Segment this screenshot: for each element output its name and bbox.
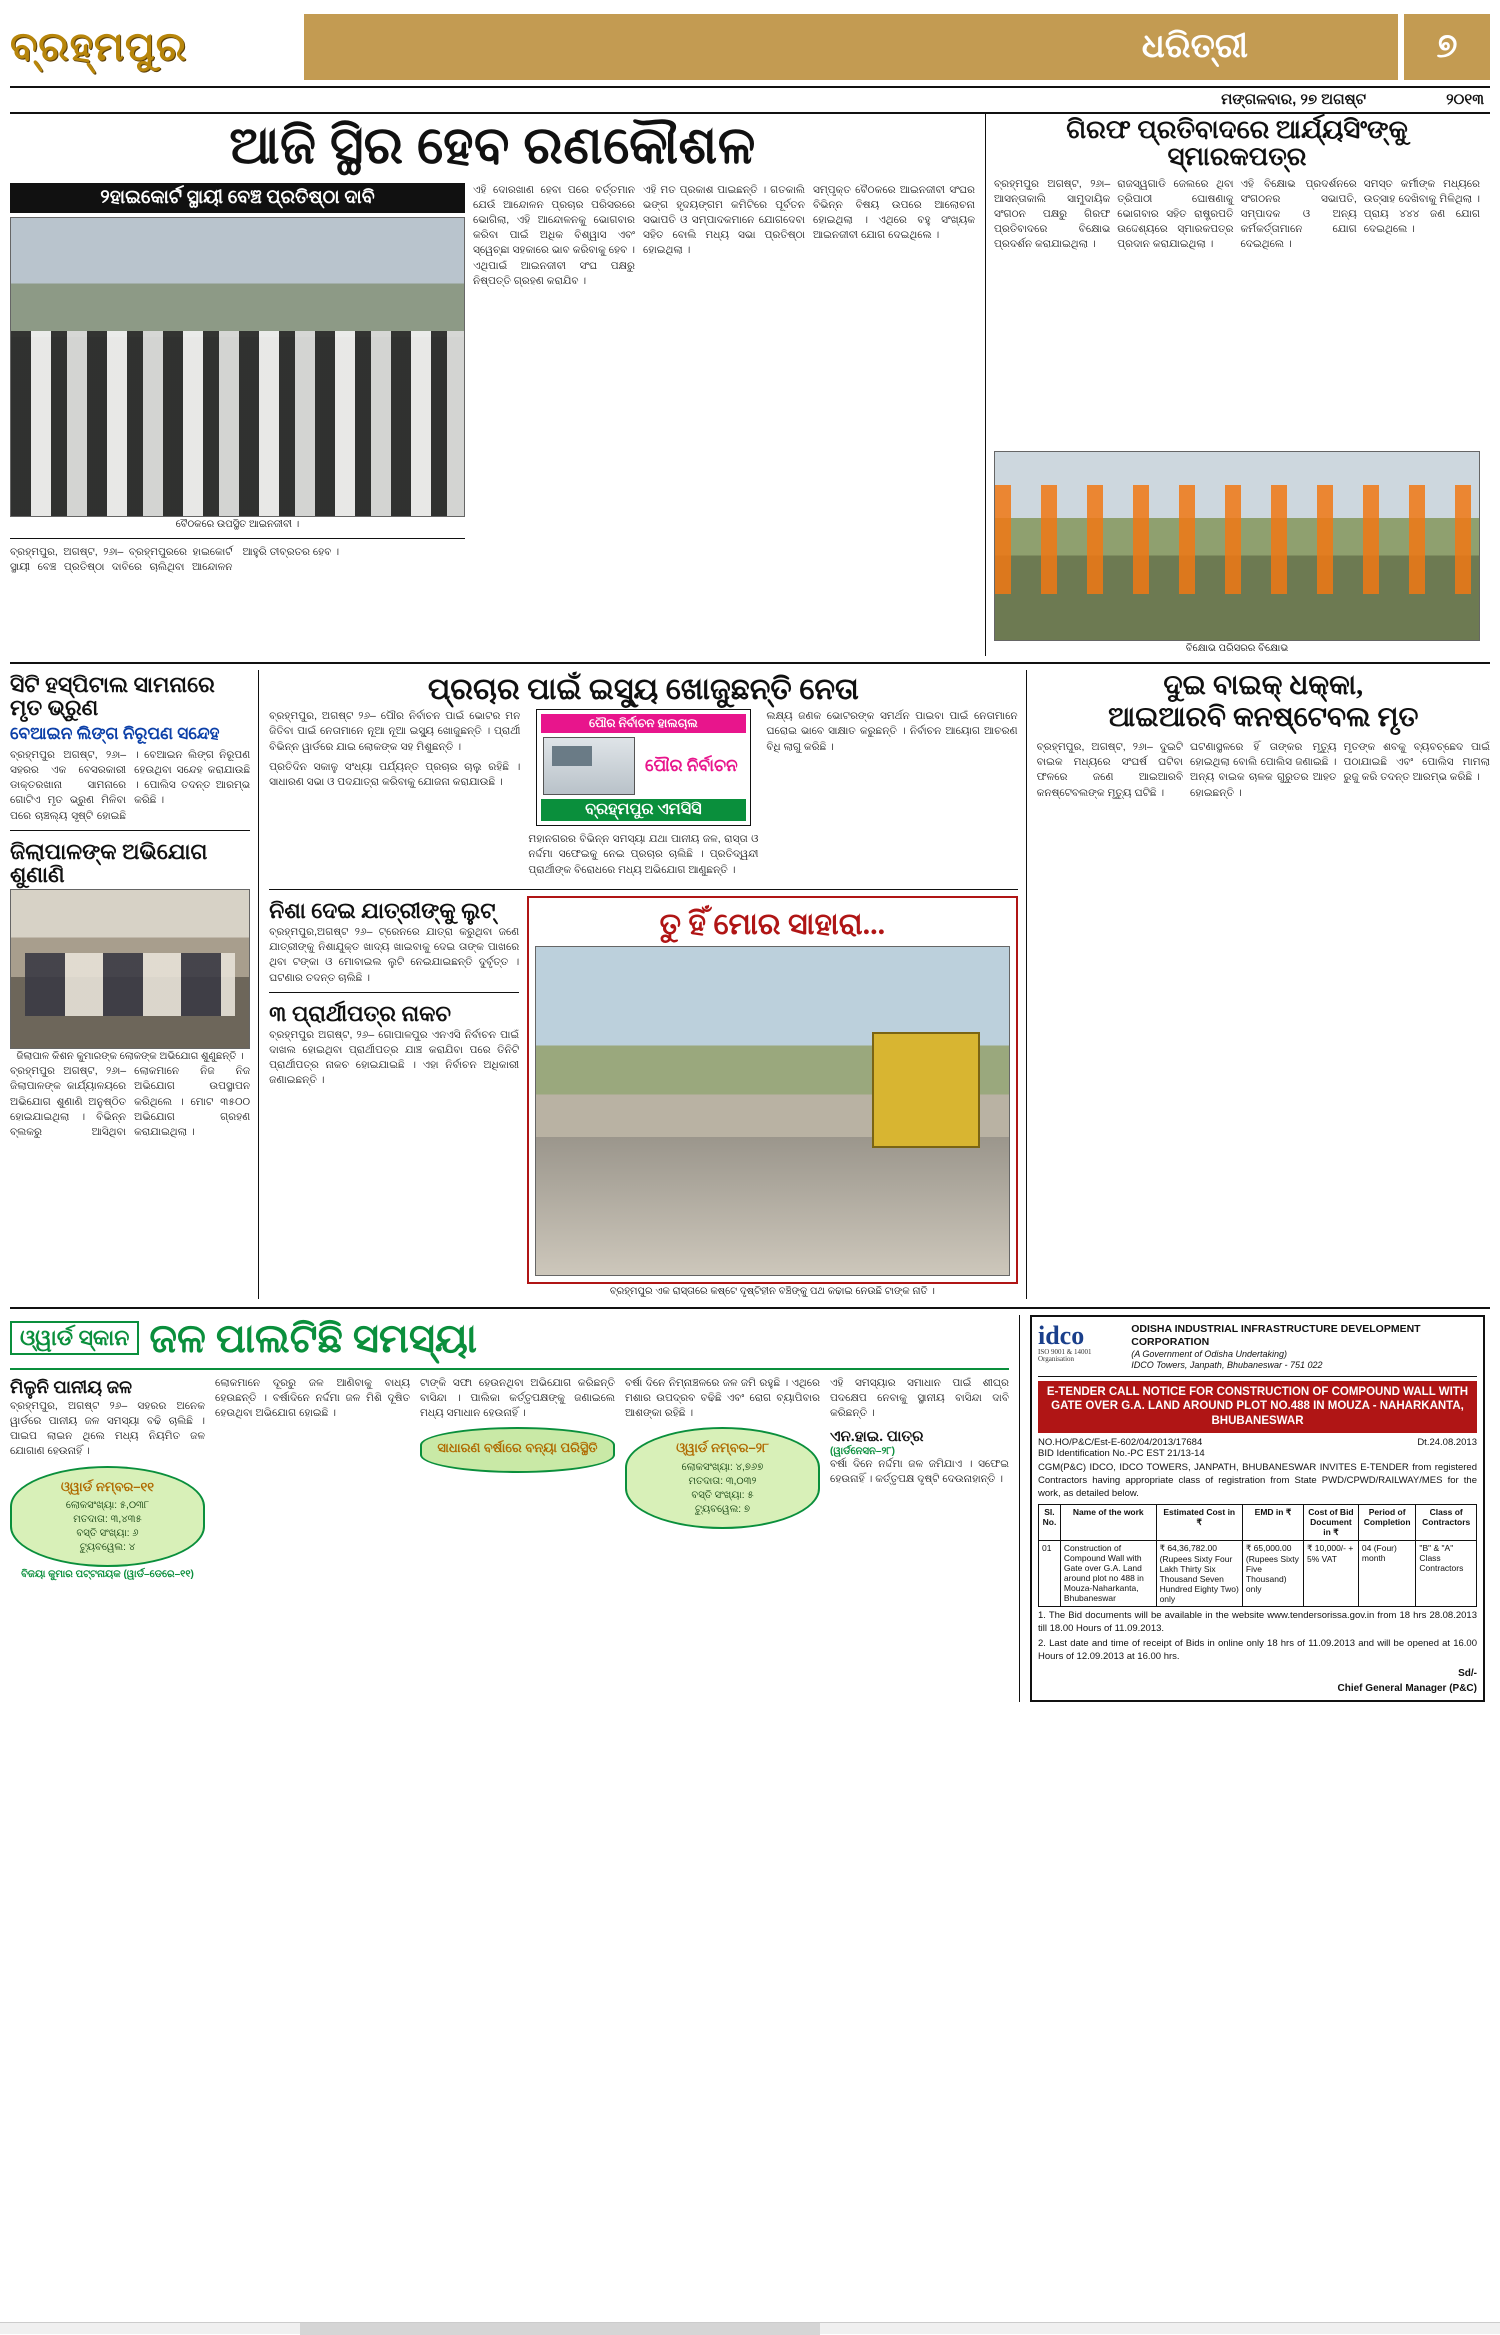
ward-cloud-28-line-2: ବସ୍ତି ସଂଖ୍ୟା: ୫ (691, 1489, 754, 1501)
lead-col-3 (813, 183, 975, 575)
ward-cloud-11-line-3: ଟ୍ୟୁବୱେଲ: ୪ (79, 1541, 136, 1553)
nomination-body (269, 1028, 519, 1089)
right-top-photo-caption: ବିକ୍ଷୋଭ ପରିସରର ବିକ୍ଷୋଭ (1185, 642, 1289, 654)
robbery-body (269, 925, 519, 986)
ward-cloud-11-title: ଓ୍ୱାର୍ଡ ନମ୍ବର–୧୧ (60, 1478, 155, 1494)
ward-col-3 (625, 1376, 820, 1582)
ward-subhead: ମିଳୁନି ପାନୀୟ ଜଳ (10, 1376, 133, 1397)
bike-col-2 (1344, 740, 1490, 806)
ward-paragraph-3: ବର୍ଷା ଦିନେ ନିମ୍ନାଞ୍ଚଳରେ ଜଳ ଜମି ରହୁଛି । ଏଥିରେ ମଶାର ଉପଦ୍ରବ ବଢିଛି ଏବଂ ରୋଗ ବ୍ୟାପିବାର ଆଶଙ୍କା ରହିଛି । (625, 1376, 820, 1420)
masthead-logo (10, 8, 300, 86)
ward-col-1 (215, 1376, 410, 1582)
th-name: Name of the work (1060, 1504, 1156, 1540)
election-col-2 (766, 709, 1017, 883)
ward-scan-feature (10, 1315, 1020, 1702)
advert-note-2: 2. Last date and time of receipt of Bids in online only 18 hrs of 11.09.2013 and will be opened at 16.00 Hours of 12.09.2013 at 16.00 hrs. (1038, 1638, 1477, 1663)
masthead-page-number: ୭ (1404, 14, 1490, 80)
right-top-col-1 (1117, 177, 1233, 447)
lead-photo (10, 217, 465, 517)
tender-side-body: ବର୍ଷା ଦିନେ ନର୍ଦ୍ଦମା ଜଳ ଜମିଯାଏ । ସଫେଇ ହେଉନାହିଁ । କର୍ତ୍ତୃପକ୍ଷ ଦୃଷ୍ଟି ଦେଉନାହାନ୍ତି । (830, 1458, 1009, 1486)
masthead (10, 8, 1490, 88)
advert-bid-id: BID Identification No.-PC EST 21/13-14 (1038, 1448, 1205, 1460)
bike-accident-headline-line2: ଆଇଆରବି କନଷ୍ଟେବଲ ମୃତ (1108, 701, 1419, 733)
ward-scan-header (10, 1315, 1009, 1362)
feature-photo-block (527, 896, 1017, 1299)
idco-logo (1038, 1320, 1123, 1363)
ward-cloud-28-title: ଓ୍ୱାର୍ଡ ନମ୍ବର–୨୮ (676, 1440, 769, 1456)
feature-title: ତୁ ହିଁ ମୋର ସାହାରା... (659, 907, 886, 941)
th-class: Class of Contractors (1416, 1504, 1477, 1540)
ward-paragraph-4: ଏହି ସମସ୍ୟାର ସମାଧାନ ପାଇଁ ଶୀଘ୍ର ପଦକ୍ଷେପ ନେବାକୁ ସ୍ଥାନୀୟ ବାସିନ୍ଦା ଦାବି କରିଛନ୍ତି । (830, 1376, 1009, 1420)
ward-cloud-11-line-2: ବସ୍ତି ସଂଖ୍ୟା: ୬ (76, 1527, 139, 1539)
ward-col-2 (420, 1376, 615, 1582)
masthead-band (304, 14, 1398, 80)
tender-advertisement (1030, 1315, 1485, 1702)
ward-cloud-flood-text: ସାଧାରଣ ବର୍ଷାରେ ବନ୍ୟା ପରିସ୍ଥିତି (437, 1440, 598, 1456)
city-hospital-subhead: ବେଆଇନ ଲିଙ୍ଗ ନିରୂପଣ ସନ୍ଦେହ (10, 723, 220, 743)
ward-cloud-28-line-3: ଟ୍ୟୁବୱେଲ: ୭ (695, 1503, 750, 1515)
city-hospital-paragraph: ବ୍ରହ୍ମପୁର ଅଗଷ୍ଟ, ୨୬ା– ସହରର ଏକ ବେସରକାରୀ ଡାକ୍ତରଖାନା ସାମନାରେ ଗୋଟିଏ ମୃତ ଭ୍ରୁଣ ମିଳିବା ପରେ ଚାଞ୍ଚଲ୍ୟ ସୃଷ୍ଟି ହୋଇଛି । ବେଆଇନ ଲିଙ୍ଗ ନିରୂପଣ ହେଉଥିବା ସନ୍ଦେହ କରାଯାଉଛି । ପୋଲିସ ତଦନ୍ତ ଆରମ୍ଭ କରିଛି । (10, 748, 251, 822)
right-top-story (985, 114, 1480, 656)
right-top-paragraph-3: ସମସ୍ତ କର୍ମୀଙ୍କ ମଧ୍ୟରେ ଉତ୍ସାହ ଦେଖିବାକୁ ମିଳିଥିଲା । ପ୍ରାୟ ୪୪୪ ଜଣ ଯୋଗ ଦେଇଥିଲେ । (1363, 177, 1480, 236)
bike-col-1 (1190, 740, 1336, 806)
robbery-headline: ନିଶା ଦେଇ ଯାତ୍ରୀଙ୍କୁ ଲୁଟ୍ (269, 897, 496, 923)
election-issue-headline: ପ୍ରଚାର ପାଇଁ ଇସ୍ୟୁ ଖୋଜୁଛନ୍ତି ନେତା (427, 672, 859, 706)
ward-paragraph-2: ଟାଙ୍କି ସଫା ହେଉନଥିବା ଅଭିଯୋଗ କରିଛନ୍ତି ବାସିନ୍ଦା । ପାଲିକା କର୍ତ୍ତୃପକ୍ଷଙ୍କୁ ଜଣାଇଲେ ମଧ୍ୟ ସମାଧାନ ହେଉନାହିଁ । (420, 1376, 615, 1420)
ward-cloud-11-line-1: ମତଦାତା: ୩,୪୩୫ (73, 1513, 142, 1525)
advert-band-title: E-TENDER CALL NOTICE FOR CONSTRUCTION OF COMPOUND WALL WITH GATE OVER G.A. LAND AROUND PLOT NO.488 IN MOUZA - NAHARKANTA, BHUBANESWAR (1038, 1381, 1477, 1434)
mid-section (10, 670, 1490, 1299)
bike-accident-headline (1037, 670, 1490, 734)
ward-col-4 (830, 1376, 1009, 1582)
tender-side-title: ଏନ.ହାଇ. ପାତ୍ର (830, 1429, 924, 1446)
td-class: "B" & "A" Class Contractors (1416, 1540, 1477, 1606)
collector-hearing-headline: ଜିଲାପାଳଙ୍କ ଅଭିଯୋଗ ଶୁଣାଣି (10, 838, 208, 887)
advert-org-sub: (A Government of Odisha Undertaking) (1131, 1349, 1287, 1359)
idco-logo-text: idco (1038, 1320, 1085, 1350)
masthead-section: ଧରିତ୍ରୀ (1141, 28, 1248, 65)
bottom-section (10, 1307, 1490, 1702)
scrollbar[interactable] (0, 2322, 1500, 2334)
masthead-title: ବ୍ରହ୍ମପୁର (10, 24, 188, 69)
election-col-0 (269, 709, 520, 883)
ward-paragraph-0: ବ୍ରହ୍ମପୁର, ଅଗଷ୍ଟ ୨୬– ସହରର ଅନେକ ୱାର୍ଡରେ ପାନୀୟ ଜଳ ସମସ୍ୟା ବଢି ଚାଲିଛି । ପାଇପ ଲାଇନ ଥିଲେ ମଧ୍ୟ ନିୟମିତ ଜଳ ଯୋଗାଣ ହେଉନାହିଁ । (10, 1399, 205, 1458)
right-top-paragraph-2: ଏହି ବିକ୍ଷୋଭ ପ୍ରଦର୍ଶନରେ ସଂଗଠନର ସଭାପତି, ସମ୍ପାଦକ ଓ ଅନ୍ୟ କର୍ମକର୍ତ୍ତାମାନେ ଯୋଗ ଦେଇଥିଲେ । (1240, 177, 1357, 251)
ward-cloud-flood (420, 1427, 615, 1472)
tender-side-sub: (ୱାର୍ଡନେସନ–୨୮) (830, 1446, 895, 1458)
th-cost: Estimated Cost in ₹ (1156, 1504, 1242, 1540)
election-paragraph-1: ପ୍ରତିଦିନ ସକାଳୁ ସଂଧ୍ୟା ପର୍ଯ୍ୟନ୍ତ ପ୍ରଚାର ଚାଲୁ ରହିଛି । ସାଧାରଣ ସଭା ଓ ପଦଯାତ୍ରା କରିବାକୁ ଯୋଜନା କରାଯାଉଛି । (269, 760, 521, 788)
right-top-col-2 (1241, 177, 1357, 447)
bike-paragraph-0: ବ୍ରହ୍ମପୁର, ଅଗଷ୍ଟ, ୨୬ା– ଦୁଇଟି ବାଇକ ମଧ୍ୟରେ ସଂଘର୍ଷ ଘଟିବା ଫଳରେ ଜଣେ ଆଇଆରବି କନଷ୍ଟେବଲଙ୍କ ମୃତ୍ୟୁ ଘଟିଛି । (1036, 740, 1184, 799)
td-sl: 01 (1039, 1540, 1061, 1606)
th-sl: Sl. No. (1039, 1504, 1061, 1540)
scrollbar-thumb[interactable] (300, 2323, 820, 2335)
nomination-paragraph: ବ୍ରହ୍ମପୁର ଅଗଷ୍ଟ, ୨୬– ଗୋପାଳପୁର ଏନଏସି ନିର୍ବାଚନ ପାଇଁ ଦାଖଲ ହୋଇଥିବା ପ୍ରାର୍ଥୀପତ୍ର ଯାଞ୍ଚ କରାଯିବା ପରେ ତିନିଟି ପ୍ରାର୍ଥୀପତ୍ର ନାକଚ ହୋଇଯାଇଛି । ଏହା ନିର୍ବାଚନ ଅଧିକାରୀ ଜଣାଇଛନ୍ତି । (269, 1028, 520, 1087)
lead-sub-headline: ୨ହାଇକୋର୍ଟ ସ୍ଥାୟୀ ବେଞ୍ଚ ପ୍ରତିଷ୍ଠା ଦାବି (10, 183, 465, 213)
bike-paragraph-1: ଘଟଣାସ୍ଥଳରେ ହିଁ ତାଙ୍କର ମୃତ୍ୟୁ ହୋଇଥିଲା ବୋଲି ପୋଲିସ ଜଣାଇଛି । ଅନ୍ୟ ବାଇକ ଚାଳକ ଗୁରୁତର ଆହତ ହୋଇଛନ୍ତି । (1190, 740, 1337, 799)
lead-text-columns (473, 183, 975, 575)
lead-photo-column (10, 183, 465, 575)
advert-org-address: IDCO Towers, Janpath, Bhubaneswar - 751 022 (1131, 1360, 1323, 1371)
ward-cloud-28-line-1: ମତଦାତା: ୩,୦୩୨ (688, 1475, 757, 1487)
lead-paragraph-0: ବ୍ରହ୍ମପୁର, ଅଗଷ୍ଟ, ୨୬ା– ବ୍ରହ୍ମପୁରରେ ହାଇକୋର୍ଟ ସ୍ଥାୟୀ ବେଞ୍ଚ ପ୍ରତିଷ୍ଠା ଦାବିରେ ଚାଲିଥିବା ଆନ୍ଦୋଳନ ଆହୁରି ତୀବ୍ରତର ହେବ । (10, 545, 340, 573)
ward-cloud-11 (10, 1466, 205, 1567)
idco-logo-sub: ISO 9001 & 14001 Organisation (1038, 1347, 1092, 1363)
lead-paragraph-1: ଏହି ଦୋରଖାଣ ହେବା ପରେ ବର୍ତ୍ତମାନ ଯେଉଁ ଆନ୍ଦୋଳନ ପ୍ରଚାର ପରିସରରେ ଭୋଗିଲା, ଏହି ଆନ୍ଦୋଳନକୁ ଭୋଗବାର କରିବା ପାଇଁ ଅଧିକ ବିଶ୍ୱାସ ଏବଂ ସ୍ୱେଚ୍ଛା ସହକାରେ ଭାବ କରିବାକୁ ହେବ । ଏଥିପାଇଁ ଆଇନଜୀବୀ ସଂଘ ପକ୍ଷରୁ ନିଷ୍ପତ୍ତି ଗ୍ରହଣ କରାଯିବ । (473, 183, 635, 287)
city-hospital-body (10, 748, 250, 824)
th-doc-cost: Cost of Bid Document in ₹ (1304, 1504, 1359, 1540)
bike-accident-headline-line1: ଦୁଇ ବାଇକ୍ ଧକ୍କା, (1163, 669, 1364, 701)
mid-right-column (1037, 670, 1490, 1299)
collector-hearing-photo (10, 889, 250, 1049)
collector-hearing-caption: ଜିଲାପାଳ କିଶନ କୁମାରଙ୍କ ଲୋକଙ୍କ ଅଭିଯୋଗ ଶୁଣୁଛନ୍ତି । (16, 1051, 244, 1063)
right-top-headline: ଗିରଫ ପ୍ରତିବାଦରେ ଆର୍ଯ୍ୟସିଂଙ୍କୁ ସ୍ମାରକପତ୍ର (1066, 115, 1408, 172)
city-hospital-headline: ସିଟି ହସ୍ପିଟାଲ ସାମନାରେ ମୃତ ଭ୍ରୁଣ (10, 671, 215, 720)
election-paragraph-3: ଲକ୍ଷ୍ୟ ଜଣକ ଭୋଟରଙ୍କ ସମର୍ଥନ ପାଇବା ପାଇଁ ନେତାମାନେ ଘରୋଇ ଭାବେ ସାକ୍ଷାତ କରୁଛନ୍ତି । ନିର୍ବାଚନ ଆୟୋଗ ଆଚରଣ ବିଧି ଲାଗୁ କରିଛି । (766, 710, 1018, 753)
robbery-story (269, 896, 519, 1299)
bike-col-0 (1037, 740, 1183, 806)
td-cost: ₹ 64,36,782.00 (Rupees Sixty Four Lakh Thirty Six Thousand Seven Hundred Eighty Two) only (1156, 1540, 1242, 1606)
lead-headline: ଆଜି ସ୍ଥିର ହେବ ରଣକୌଶଳ (229, 118, 756, 175)
lead-photo-caption: ବୈଠକରେ ଉପସ୍ଥିତ ଆଇନଜୀବୀ । (175, 518, 300, 530)
right-top-paragraph-0: ବ୍ରହ୍ମପୁର ଅଗଷ୍ଟ, ୨୬ା– ଆସନ୍ତାକାଲି ସାମୁଦାୟିକ ସଂଗଠନ ପକ୍ଷରୁ ଗିରଫ ପ୍ରତିବାଦରେ ବିକ୍ଷୋଭ ପ୍ରଦର୍ଶନ କରାଯାଇଥିଲା । (994, 177, 1111, 251)
table-row (1039, 1540, 1477, 1606)
right-top-paragraph-1: ରାଜସ୍ୱଗାଡି ଜେଲରେ ଥିବା ତ୍ରିପାଠୀ ଘୋଷଣାକୁ ଭୋଗବାର ସହିତ ରାଷ୍ଟ୍ରପତି ଉଦ୍ଦେଶ୍ୟରେ ସ୍ମାରକପତ୍ର ପ୍ରଦାନ କରାଯାଇଥିଲା । (1117, 177, 1234, 251)
advert-table (1038, 1504, 1477, 1607)
evm-center-label: ପୌର ନିର୍ବାଚନ (644, 755, 738, 775)
ward-cloud-caption: ବିଜୟା କୁମାର ପଟ୍ଟନାୟକ (ୱାର୍ଡ–ଡେରେ–୧୧) (21, 1568, 194, 1580)
nomination-headline: ୩ ପ୍ରାର୍ଥୀପତ୍ର ନାକଚ (269, 1000, 452, 1026)
robbery-paragraph: ବ୍ରହ୍ମପୁର,ଅଗଷ୍ଟ ୨୬– ଟ୍ରେନରେ ଯାତ୍ରା କରୁଥିବା ଜଣେ ଯାତ୍ରୀଙ୍କୁ ନିଶାଯୁକ୍ତ ଖାଦ୍ୟ ଖାଇବାକୁ ଦେଇ ତାଙ୍କ ପାଖରେ ଥିବା ଟଙ୍କା ଓ ମୋବାଇଲ ଲୁଟି ନେଇଯାଇଛନ୍ତି ଦୁର୍ବୃତ୍ତ । ଘଟଣାର ତଦନ୍ତ ଚାଲିଛି । (269, 925, 520, 984)
ward-scan-title: ଜଳ ପାଲଟିଛି ସମସ୍ୟା (149, 1315, 478, 1361)
td-doc-cost: ₹ 10,000/- + 5% VAT (1304, 1540, 1359, 1606)
lead-col-2 (643, 183, 805, 575)
election-paragraph-0: ବ୍ରହ୍ମପୁର, ଅଗଷ୍ଟ ୨୬– ପୌର ନିର୍ବାଚନ ପାଇଁ ଭୋଟର ମନ ଜିତିବା ପାଇଁ ନେତାମାନେ ନୂଆ ନୂଆ ଇସ୍ୟୁ ଖୋଜୁଛନ୍ତି । ପ୍ରାର୍ଥୀ ବିଭିନ୍ନ ୱାର୍ଡରେ ଯାଇ ଲୋକଙ୍କ ସହ ମିଶୁଛନ୍ତି । (269, 710, 521, 753)
th-emd: EMD in ₹ (1242, 1504, 1303, 1540)
lead-left (10, 114, 975, 656)
lead-photo-caption-text (10, 545, 465, 575)
ward-col-0 (10, 1376, 205, 1582)
ward-scan-badge: ଓ୍ୱାର୍ଡ ସ୍କାନ (10, 1321, 139, 1355)
table-header-row (1039, 1504, 1477, 1540)
right-top-col-0 (994, 177, 1110, 447)
right-top-photo (994, 451, 1480, 641)
ward-cloud-28 (625, 1427, 820, 1528)
lead-paragraph-3: ସମ୍ପୃକ୍ତ ବୈଠକରେ ଆଇନଜୀବୀ ସଂଘର ବିଭିନ୍ନ ବିଷୟ ଉପରେ ଆଲୋଚନା ହୋଇଥିଲା । ଏଥିରେ ବହୁ ସଂଖ୍ୟକ ଆଇନଜୀବୀ ଯୋଗ ଦେଇଥିଲେ । (813, 183, 975, 242)
td-period: 04 (Four) month (1358, 1540, 1416, 1606)
evm-top-label: ପୌର ନିର୍ବାଚନ ହାଲଚାଲ (541, 714, 746, 733)
lead-section (10, 114, 1490, 656)
advert-ref-date: Dt.24.08.2013 (1417, 1437, 1477, 1449)
td-emd: ₹ 65,000.00 (Rupees Sixty Five Thousand) only (1242, 1540, 1303, 1606)
election-col-mid (528, 832, 758, 878)
masthead-year: ୨୦୧୩ (1446, 91, 1484, 108)
lead-paragraph-2: ଏହି ମତ ପ୍ରକାଶ ପାଇଛନ୍ତି । ଗତକାଲି ଭଙ୍ଗ ହୃଦୟଙ୍ଗମ କମିଟିରେ ପୂର୍ବତନ ସଭାପତି ଓ ସମ୍ପାଦକମାନେ ଯୋଗଦେବା ସହିତ ବୋଲି ମଧ୍ୟ ସଭା ପ୍ରତିଷ୍ଠା ହୋଇଥିଲା । (643, 183, 805, 257)
advert-sign-1: Sd/- (1458, 1668, 1477, 1679)
advert-intro: CGM(P&C) IDCO, IDCO TOWERS, JANPATH, BHUBANESWAR INVITES E-TENDER from registered Contractors having appropriate class of registration from State PWD/CPWD/RAILWAY/MES for the work, as detailed below. (1038, 1462, 1477, 1499)
evm-bottom-label: ବ୍ରହ୍ମପୁର ଏମସିସି (541, 799, 746, 821)
feature-caption: ବ୍ରହ୍ମପୁର ଏକ ରାସ୍ତାରେ କଷ୍ଟେ ଦୃଷ୍ଟିହୀନ ବଞ୍ଚିଙ୍କୁ ପଥ କଢାଇ ନେଉଛି ଟାଙ୍କ ନାତି । (609, 1285, 935, 1297)
advert-note-1: 1. The Bid documents will be available in the website www.tendersorissa.gov.in from 18 hrs 28.08.2013 till 18.00 Hours of 11.09.2013. (1038, 1609, 1477, 1634)
evm-machine-icon (543, 737, 635, 795)
advert-ref-no: NO.HO/P&C/Est-E-602/04/2013/17684 (1038, 1437, 1203, 1449)
collector-hearing-paragraph: ବ୍ରହ୍ମପୁର ଅଗଷ୍ଟ, ୨୬ା– ଜିଲାପାଳଙ୍କ କାର୍ଯ୍ୟାଳୟରେ ଅଭିଯୋଗ ଶୁଣାଣି ଅନୁଷ୍ଠିତ ହୋଇଯାଇଥିଲା । ବିଭିନ୍ନ ବ୍ଲକରୁ ଆସିଥିବା ଲୋକମାନେ ନିଜ ନିଜ ଅଭିଯୋଗ ଉପସ୍ଥାପନ କରିଥିଲେ । ମୋଟ ୩୫୦୦ ଅଭିଯୋଗ ଗ୍ରହଣ କରାଯାଇଥିଲା । (10, 1065, 251, 1138)
masthead-date: ମଙ୍ଗଳବାର, ୨୭ ଅଗଷ୍ଟ (1221, 91, 1367, 108)
masthead-dateline (10, 88, 1490, 114)
collector-hearing-body (10, 1064, 250, 1143)
th-period: Period of Completion (1358, 1504, 1416, 1540)
advert-sign-2: Chief General Manager (P&C) (1337, 1683, 1477, 1694)
ward-paragraph-1: ଲୋକମାନେ ଦୂରରୁ ଜଳ ଆଣିବାକୁ ବାଧ୍ୟ ହେଉଛନ୍ତି । ବର୍ଷାଦିନେ ନର୍ଦ୍ଦମା ଜଳ ମିଶି ଦୂଷିତ ହେଉଥିବା ଅଭିଯୋଗ ହୋଇଛି । (215, 1376, 410, 1420)
mid-center-column (269, 670, 1026, 1299)
feature-photo (535, 946, 1009, 1276)
mid-left-column (10, 670, 259, 1299)
ward-cloud-11-line-0: ଲୋକସଂଖ୍ୟା: ୫,୦୩୮ (65, 1499, 150, 1511)
evm-infobox (528, 709, 758, 883)
bike-paragraph-2: ମୃତଙ୍କ ଶବକୁ ବ୍ୟବଚ୍ଛେଦ ପାଇଁ ପଠାଯାଇଛି ଏବଂ ପୋଲିସ ମାମଲା ରୁଜୁ କରି ତଦନ୍ତ ଆରମ୍ଭ କରିଛି । (1343, 740, 1490, 784)
td-name: Construction of Compound Wall with Gate over G.A. Land around plot no 488 in Mouza-Naharkanta, Bhubaneswar (1060, 1540, 1156, 1606)
advert-org-name: ODISHA INDUSTRIAL INFRASTRUCTURE DEVELOPMENT CORPORATION (1131, 1322, 1421, 1348)
ward-cloud-28-line-0: ଲୋକସଂଖ୍ୟା: ୪,୭୬୭ (681, 1461, 764, 1473)
lead-col-1 (473, 183, 635, 575)
election-paragraph-2: ମହାନଗରର ବିଭିନ୍ନ ସମସ୍ୟା ଯଥା ପାନୀୟ ଜଳ, ରାସ୍ତା ଓ ନର୍ଦ୍ଦମା ସଫେଇକୁ ନେଇ ପ୍ରଚାର ଚାଲିଛି । ପ୍ରତିଦ୍ୱନ୍ଦୀ ପ୍ରାର୍ଥୀଙ୍କ ବିରୋଧରେ ମଧ୍ୟ ଅଭିଯୋଗ ଆଣୁଛନ୍ତି । (528, 833, 759, 876)
right-top-col-3 (1364, 177, 1480, 447)
advert-org-block (1131, 1323, 1477, 1372)
